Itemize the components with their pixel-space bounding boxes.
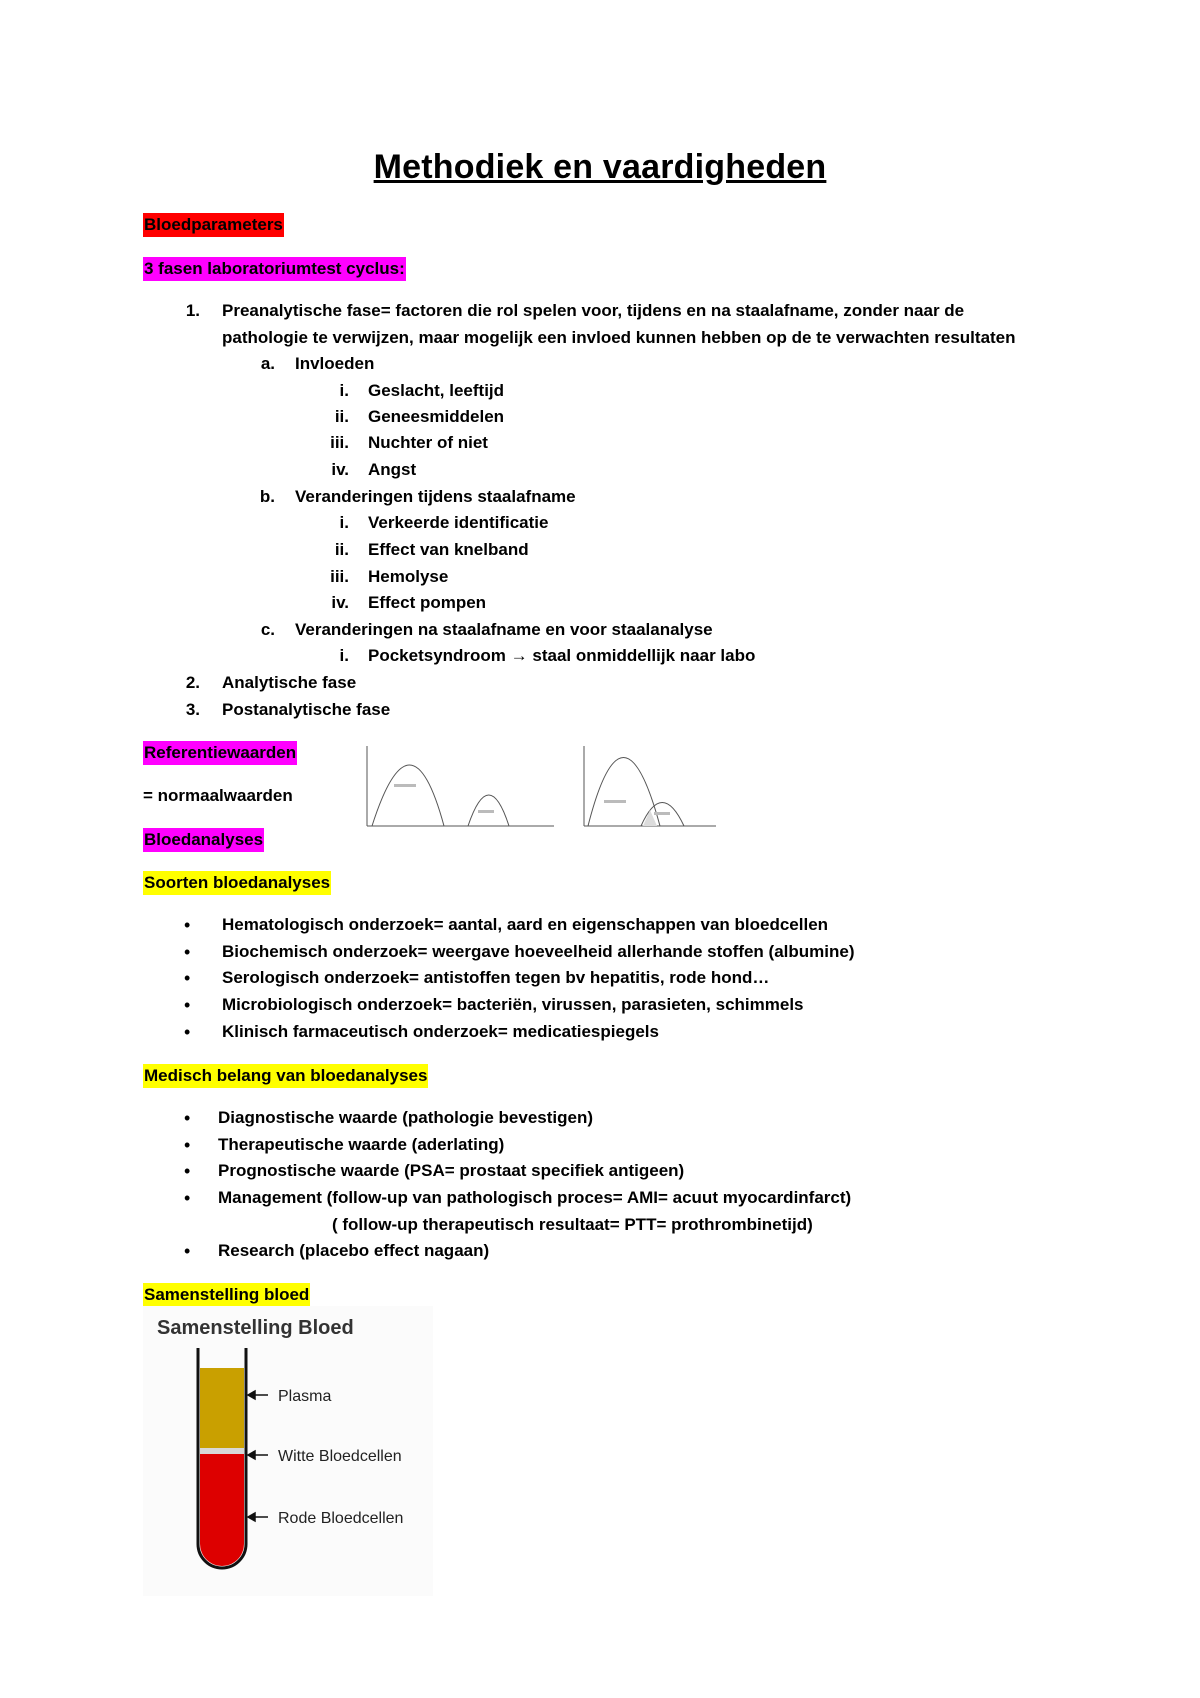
roman-number: iv. [331,593,349,612]
heading-bloedanalyses: Bloedanalyses [143,828,264,852]
figure-title: Samenstelling Bloed [157,1317,354,1339]
heading-fasen: 3 fasen laboratoriumtest cyclus: [143,257,406,281]
curve-label-mark [478,810,494,813]
sublist-invloeden: Invloeden [295,354,375,373]
curve-label-mark [604,800,626,803]
list-item: Effect van knelband [368,540,529,559]
list-item: Nuchter of niet [368,433,488,452]
list-item: Effect pompen [368,593,487,612]
list-number: 3. [185,700,200,719]
label-plasma: Plasma [278,1388,332,1405]
curve-label-mark [394,784,416,787]
list-item: Research (placebo effect nagaan) [218,1241,490,1260]
list-item-preanalytisch-cont: pathologie te verwijzen, maar mogelijk een invloed kunnen hebben op de te verwachten resultaten [222,328,1016,347]
heading-samenstelling: Samenstelling bloed [143,1283,310,1307]
roman-number: i. [339,646,349,665]
list-letter: a. [260,354,275,373]
bullet-icon: • [184,968,191,988]
bullet-icon: • [184,1188,191,1208]
list-item-pocketsyndroom [368,645,755,667]
bullet-icon: • [184,942,191,962]
list-item: Verkeerde identificatie [368,513,549,532]
roman-number: i. [339,381,349,400]
pocketsyndroom-label: Pocketsyndroom [368,646,506,665]
list-item: Klinisch farmaceutisch onderzoek= medicatiespiegels [222,1022,659,1041]
heading-soorten: Soorten bloedanalyses [143,871,331,895]
heading-bloedparameters: Bloedparameters [143,213,284,237]
bullet-icon: • [184,1022,191,1042]
roman-number: iv. [331,460,349,479]
bullet-icon: • [184,1135,191,1155]
list-item: Diagnostische waarde (pathologie bevestigen) [218,1108,594,1127]
list-item: Geneesmiddelen [368,407,505,426]
pocketsyndroom-text: staal onmiddellijk naar labo [532,646,756,665]
list-item-preanalytisch: Preanalytische fase= factoren die rol spelen voor, tijdens en na staalafname, zonder naar de [222,301,965,320]
roman-number: iii. [330,433,349,452]
bullet-icon: • [184,995,191,1015]
heading-referentiewaarden: Referentiewaarden [143,741,297,765]
sublist-veranderingen-tijdens: Veranderingen tijdens staalafname [295,487,576,506]
list-item-analytisch: Analytische fase [222,673,357,692]
list-item: Microbiologisch onderzoek= bacteriën, virussen, parasieten, schimmels [222,995,804,1014]
list-item: Therapeutische waarde (aderlating) [218,1135,505,1154]
arrow-right-icon: → [510,646,528,665]
roman-number: ii. [334,407,349,426]
bullet-icon: • [184,1241,191,1261]
white-cells-layer [200,1448,244,1454]
bullet-icon: • [184,1161,191,1181]
page-title: Methodiek en vaardigheden [373,148,827,186]
list-item-continuation: ( follow-up therapeutisch resultaat= PTT= prothrombinetijd) [332,1215,813,1234]
normaalwaarden-text: = normaalwaarden [143,786,293,805]
curve-large [372,765,444,826]
list-number: 1. [185,301,200,320]
plasma-layer [200,1368,244,1448]
list-item: Geslacht, leeftijd [368,381,505,400]
list-item: Management (follow-up van pathologisch proces= AMI= acuut myocardinfarct) [218,1188,852,1207]
list-item-postanalytisch: Postanalytische fase [222,700,391,719]
list-item: Hemolyse [368,567,449,586]
sublist-veranderingen-na: Veranderingen na staalafname en voor staalanalyse [295,620,713,639]
distribution-curves-figure [364,744,744,832]
red-cells-layer [200,1454,244,1566]
label-witte-bloedcellen: Witte Bloedcellen [278,1448,402,1465]
list-item: Serologisch onderzoek= antistoffen tegen bv hepatitis, rode hond… [222,968,770,987]
roman-number: i. [339,513,349,532]
list-item: Biochemisch onderzoek= weergave hoeveelheid allerhande stoffen (albumine) [222,942,855,961]
blood-composition-figure [143,1306,433,1596]
list-letter: c. [260,620,275,639]
list-number: 2. [185,673,200,692]
roman-number: ii. [334,540,349,559]
roman-number: iii. [330,567,349,586]
bullet-icon: • [184,915,191,935]
list-letter: b. [259,487,275,506]
list-item: Prognostische waarde (PSA= prostaat specifiek antigeen) [218,1161,685,1180]
label-rode-bloedcellen: Rode Bloedcellen [278,1510,404,1527]
curve-label-mark [654,812,670,815]
list-item: Hematologisch onderzoek= aantal, aard en eigenschappen van bloedcellen [222,915,829,934]
bullet-icon: • [184,1108,191,1128]
heading-medisch-belang: Medisch belang van bloedanalyses [143,1064,428,1088]
list-item: Angst [368,460,417,479]
